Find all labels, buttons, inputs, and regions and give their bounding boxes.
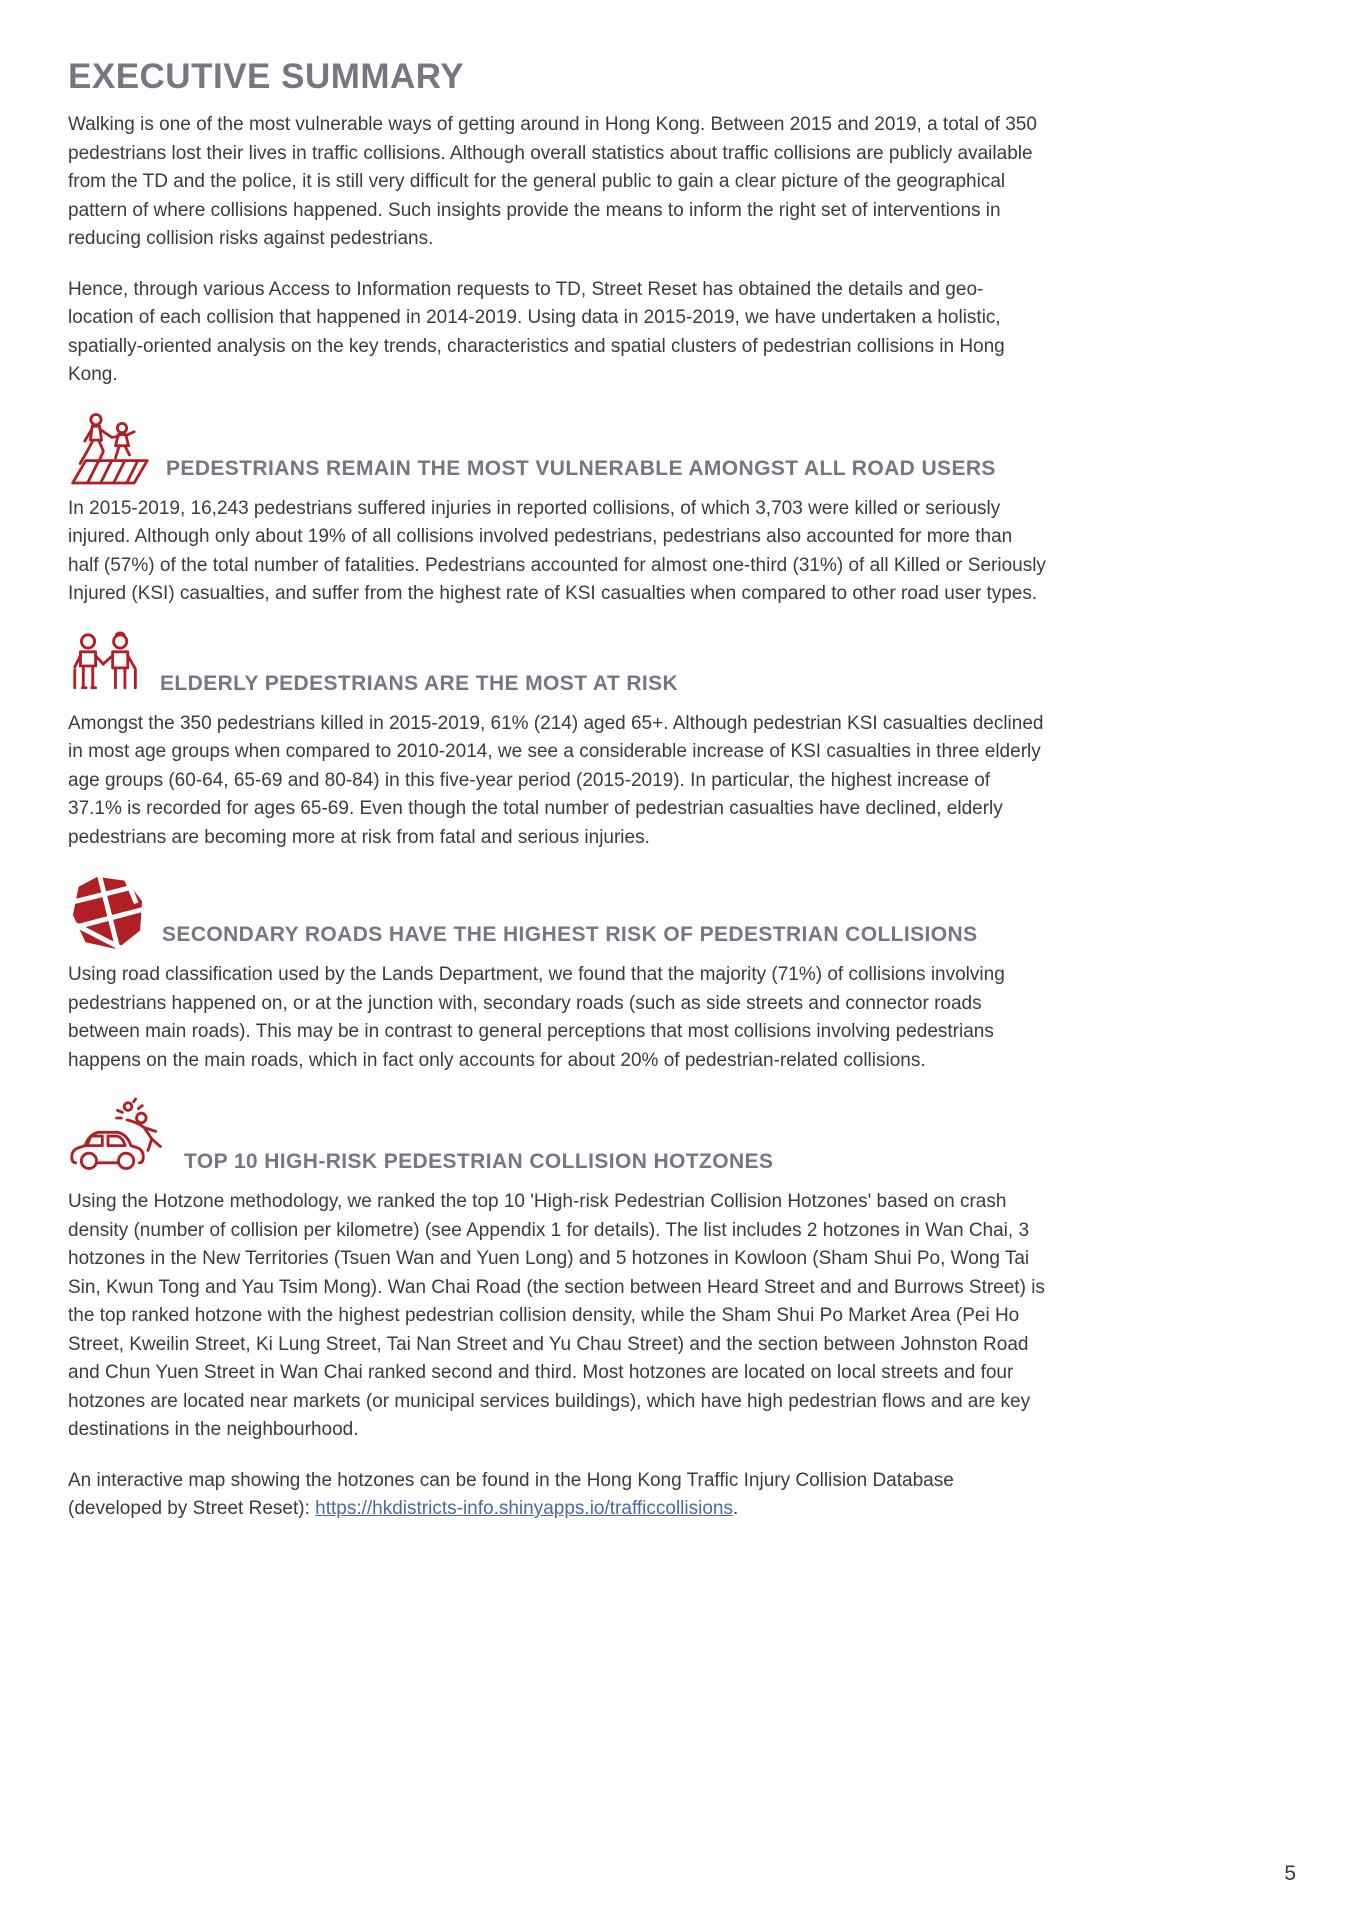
road-network-icon [68,874,146,952]
section-body-hotzones: Using the Hotzone methodology, we ranked the top 10 'High-risk Pedestrian Collision Hotzones' based on crash density (number of collision per kilometre) (see Appendix 1 for details). The list includes 2 hotzones in Wan Chai, 3 hotzones in the New Territories (Tsuen Wan and Yuen Long) and 5 hotzones in Kowloon (Sham Shui Po, Wong Tai Sin, Kwun Tong and Yau Tsim Mong). Wan Chai Road (the section between Heard Street and and Burrows Street) is the top ranked hotzone with the highest pedestrian collision density, while the Sham Shui Po Market Area (Pei Ho Street, Kweilin Street, Ki Lung Street, Tai Nan Street and Yu Chau Street) and the section between Johnston Road and Chun Yuen Street in Wan Chai ranked second and third. Most hotzones are located on local streets and four hotzones are located near markets (or municipal services buildings), which have high pedestrian flows and are key destinations in the neighbourhood. [68,1191,1045,1440]
page-number: 5 [1284,1862,1296,1885]
section-heading: ELDERLY PEDESTRIANS ARE THE MOST AT RISK [160,671,679,695]
intro-paragraph-2: Hence, through various Access to Information requests to TD, Street Reset has obtained the details and geo-location of each collision that happened in 2014-2019. Using data in 2015-2019, we have undertaken a holistic, spatially-oriented analysis on the key trends, characteristics and spatial clusters of pedestrian collisions in Hong Kong. [68,278,1005,385]
section-body-roads: Using road classification used by the Lands Department, we found that the majority (71%) of collisions involving pedestrians happened on, or at the junction with, secondary roads (such as side streets and connector roads between main roads). This may be in contrast to general perceptions that most collisions involving pedestrians happens on the main roads, which in fact only accounts for about 20% of pedestrian-related collisions. [68,964,1005,1071]
footer-period: . [732,1498,739,1519]
section-header-roads [68,874,1048,952]
section-header-hotzones [68,1097,1048,1179]
car-pedestrian-collision-icon [68,1097,168,1179]
page-title: EXECUTIVE SUMMARY [68,57,465,96]
pedestrian-crossing-icon [68,412,150,486]
footer-paragraph [68,1467,1048,1524]
intro-paragraph-1: Walking is one of the most vulnerable ways of getting around in Hong Kong. Between 2015 and 2019, a total of 350 pedestrians lost their lives in traffic collisions. Although overall statistics about traffic collisions are publicly available from the TD and the police, it is still very difficult for the general public to gain a clear picture of the geographical pattern of where collisions happened. Such insights provide the means to inform the right set of interventions in reducing collision risks against pedestrians. [68,114,1037,249]
section-body-elderly: Amongst the 350 pedestrians killed in 2015-2019, 61% (214) aged 65+. Although pedestrian KSI casualties declined in most age groups when compared to 2010-2014, we see a considerable increase of KSI casualties in three elderly age groups (60-64, 65-69 and 80-84) in this five-year period (2015-2019). In particular, the highest increase of 37.1% is recorded for ages 65-69. Even though the total number of pedestrian casualties have declined, elderly pedestrians are becoming more at risk from fatal and serious injuries. [68,712,1044,848]
elderly-pedestrians-icon [68,631,144,701]
section-heading: SECONDARY ROADS HAVE THE HIGHEST RISK OF PEDESTRIAN COLLISIONS [162,923,978,946]
traffic-collision-database-link[interactable]: https://hkdistricts-info.shinyapps.io/trafficcollisions [315,1498,733,1519]
section-header-pedestrians [68,412,1048,486]
footer-text: An interactive map showing the hotzones can be found in the Hong Kong Traffic Injury Collision Database (developed by Street Reset): [68,1469,954,1519]
section-heading: TOP 10 HIGH-RISK PEDESTRIAN COLLISION HOTZONES [184,1150,774,1173]
section-heading: PEDESTRIANS REMAIN THE MOST VULNERABLE AMONGST ALL ROAD USERS [166,456,996,480]
section-body-pedestrians: In 2015-2019, 16,243 pedestrians suffered injuries in reported collisions, of which 3,703 were killed or seriously injured. Although only about 19% of all collisions involved pedestrians, pedestrians also accounted for more than half (57%) of the total number of fatalities. Pedestrians accounted for almost one-third (31%) of all Killed or Seriously Injured (KSI) casualties, and suffer from the highest rate of KSI casualties when compared to other road user types. [68,497,1046,604]
section-header-elderly [68,631,1048,701]
